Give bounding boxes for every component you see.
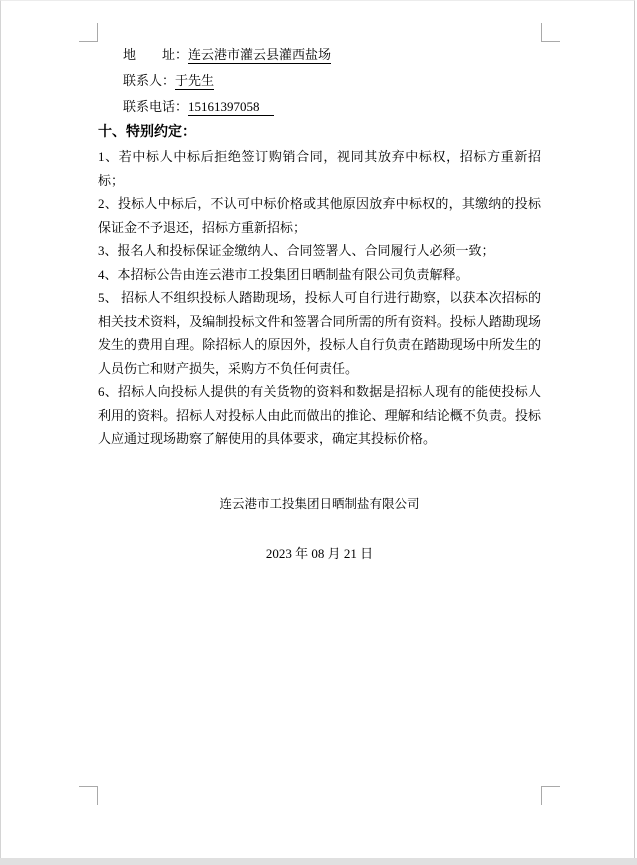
signature-date: 2023 年 08 月 21 日 (265, 545, 374, 561)
clause-paragraph-4: 4、本招标公告由连云港市工投集团日晒制盐有限公司负责解释。 (98, 266, 469, 282)
contact-person-value: 于先生 (175, 73, 215, 88)
page-bottom-edge (0, 858, 637, 865)
phone-value: 15161397058 (188, 99, 274, 116)
contact-address-row (123, 42, 541, 68)
text-boundary-mark-bottom-left (79, 786, 98, 805)
signature-company: 连云港市工投集团日晒制盐有限公司 (219, 496, 420, 511)
clause-paragraph-1: 1、若中标人中标后拒绝签订购销合同，视同其放弃中标权，招标方重新招标； (98, 149, 541, 188)
text-boundary-mark-top-right (541, 23, 560, 42)
contact-person-row (123, 68, 541, 94)
clause-paragraph-5: 5、 招标人不组织投标人踏勘现场，投标人可自行进行勘察，以获本次招标的相关技术资料，及编制投标文件和签署合同所需的所有资料。投标人踏勘现场发生的费用自理。除招标人的原因外，投标人自行负责在踏勘现场中所发生的人员伤亡和财产损失，采购方不负任何责任。 (98, 290, 541, 376)
clause-paragraph-3: 3、报名人和投标保证金缴纳人、合同签署人、合同履行人必须一致； (98, 243, 495, 258)
text-boundary-mark-bottom-right (541, 786, 560, 805)
contact-block (123, 42, 541, 120)
contact-person-label: 联系人： (123, 73, 176, 88)
address-label: 地 址： (123, 47, 189, 62)
section-heading: 十、特别约定： (98, 125, 196, 140)
address-value: 连云港市灌云县灌西盐场 (188, 47, 332, 62)
page-content (98, 42, 541, 566)
clause-paragraph-2: 2、投标人中标后，不认可中标价格或其他原因放弃中标权的，其缴纳的投标保证金不予退还，招标方重新招标； (98, 196, 541, 235)
contact-phone-row (123, 94, 541, 120)
phone-label: 联系电话： (123, 99, 189, 114)
clause-paragraph-6: 6、招标人向投标人提供的有关货物的资料和数据是招标人现有的能使投标人利用的资料。招标人对投标人由此而做出的推论、理解和结论概不负责。投标人应通过现场勘察了解使用的具体要求，确定其投标价格。 (98, 384, 541, 446)
text-boundary-mark-top-left (79, 23, 98, 42)
